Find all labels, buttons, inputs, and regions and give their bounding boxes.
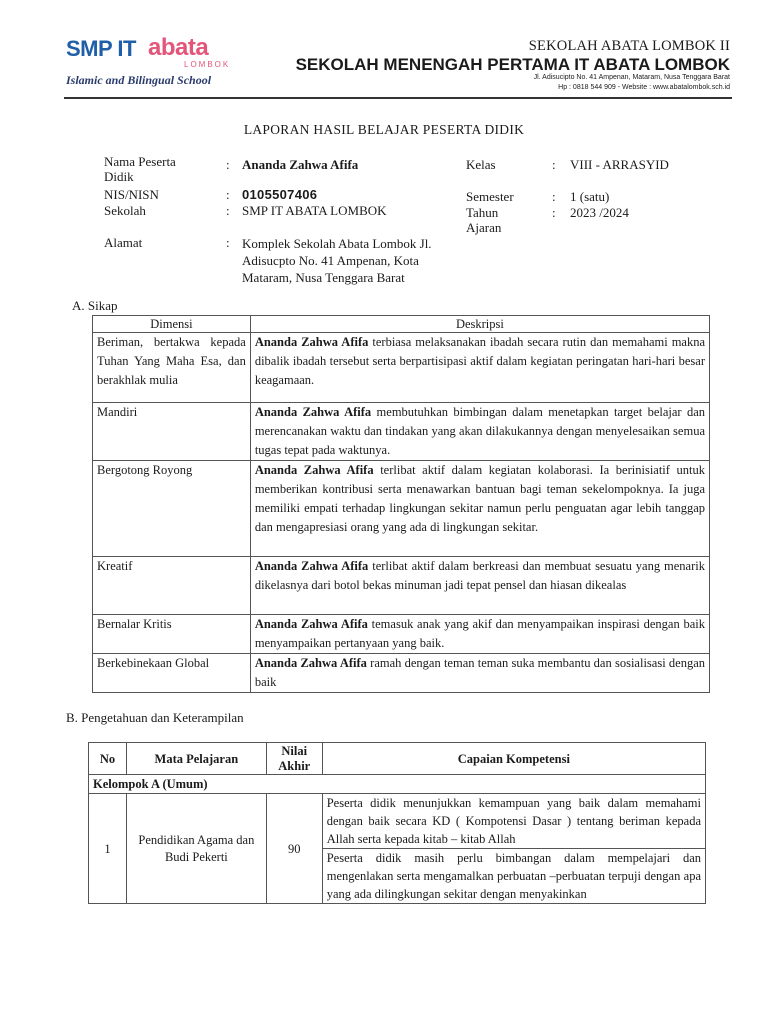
student-name: Ananda Zahwa Afifa — [254, 656, 367, 670]
address-colon: : — [226, 235, 230, 250]
school-label: Sekolah — [104, 203, 146, 218]
table-row — [93, 557, 710, 615]
table-row — [93, 615, 710, 654]
semester-colon: : — [552, 189, 556, 204]
description-text: terbiasa melaksanakan ibadah secara rutin dan memahami makna dibalik ibadah tersebut serta berpartisipasi aktif dalam kegiatan peringatan hari-hari besar keagamaan. — [254, 335, 706, 387]
attitude-table — [92, 315, 710, 693]
description-text: ramah dengan teman teman suka membantu dan sosialisasi dengan baik — [254, 656, 706, 689]
header-divider — [64, 97, 732, 99]
dimension-cell: Mandiri — [93, 403, 251, 461]
school-colon: : — [226, 203, 230, 218]
dimension-cell: Beriman, bertakwa kepada Tuhan Yang Maha Esa, dan berakhlak mulia — [93, 333, 251, 403]
logo-lombok-text: LOMBOK — [184, 60, 231, 69]
class-label: Kelas — [466, 157, 496, 172]
table-row — [89, 794, 706, 849]
description-text: terlibat aktif dalam kegiatan kolaborasi. Ia berinisiatif untuk memberikan kontribusi serta menawarkan bantuan bagi teman sekelompoknya. Ia juga memiliki empati terhadap lingkungan sekitar namun perlu penguatan agar lebih tanggap dan mengapresiasi orang yang ada di lingkungan sekitar. — [254, 463, 706, 534]
school-value: SMP IT ABATA LOMBOK — [242, 203, 387, 218]
name-value: Ananda Zahwa Afifa — [242, 157, 359, 172]
class-value: VIII - ARRASYID — [570, 157, 669, 172]
year-label: Tahun Ajaran — [466, 205, 502, 235]
description-cell — [250, 654, 709, 693]
col-competency: Capaian Kompetensi — [322, 743, 705, 775]
student-name: Ananda Zahwa Afifa — [254, 335, 369, 349]
school-contact: Hp : 0818 544 909 - Website : www.abatalombok.sch.id — [558, 84, 730, 91]
semester-label: Semester — [466, 189, 514, 204]
nis-value: 0105507406 — [242, 187, 318, 202]
logo-tagline: Islamic and Bilingual School — [66, 73, 212, 87]
row-no: 1 — [89, 794, 127, 904]
logo-smp-text: SMP IT — [66, 36, 136, 61]
description-text: membutuhkan bimbingan dalam menetapkan target belajar dan merencanakan waktu dan tindakan yang akan dilakukannya dengan menyelesaikan semua tugas tepat pada waktunya. — [254, 405, 705, 457]
description-cell — [250, 615, 709, 654]
address-label: Alamat — [104, 235, 143, 250]
student-name: Ananda Zahwa Afifa — [254, 463, 374, 477]
table-row — [93, 403, 710, 461]
table-row — [93, 333, 710, 403]
year-value: 2023 /2024 — [570, 205, 629, 220]
dimension-cell: Bernalar Kritis — [93, 615, 251, 654]
document-title: LAPORAN HASIL BELAJAR PESERTA DIDIK — [243, 122, 525, 137]
class-colon: : — [552, 157, 556, 172]
knowledge-table — [88, 742, 706, 904]
description-cell — [250, 461, 709, 557]
address-value: Komplek Sekolah Abata Lombok Jl. Adisucpto No. 41 Ampenan, Kota Mataram, Nusa Tenggara Barat — [242, 236, 432, 285]
col-description: Deskripsi — [250, 316, 709, 333]
student-name: Ananda Zahwa Afifa — [254, 617, 368, 631]
table-row — [93, 461, 710, 557]
semester-value: 1 (satu) — [570, 189, 610, 204]
group-row — [89, 775, 706, 794]
dimension-cell: Berkebinekaan Global — [93, 654, 251, 693]
nis-colon: : — [226, 187, 230, 202]
school-name: SEKOLAH MENENGAH PERTAMA IT ABATA LOMBOK — [295, 55, 730, 74]
description-cell — [250, 333, 709, 403]
school-line: SEKOLAH ABATA LOMBOK II — [528, 38, 730, 54]
col-score: Nilai Akhir — [266, 743, 322, 775]
row-score: 90 — [266, 794, 322, 904]
dimension-cell: Bergotong Royong — [93, 461, 251, 557]
col-subject: Mata Pelajaran — [126, 743, 266, 775]
section-a-heading: A. Sikap — [72, 298, 118, 313]
description-cell — [250, 403, 709, 461]
name-colon: : — [226, 157, 230, 172]
description-cell — [250, 557, 709, 615]
year-colon: : — [552, 205, 556, 220]
knowledge-table-header — [89, 743, 706, 775]
dimension-cell: Kreatif — [93, 557, 251, 615]
school-address: Jl. Adisucipto No. 41 Ampenan, Mataram, Nusa Tenggara Barat — [533, 74, 730, 81]
description-text: terlibat aktif dalam berkreasi dan membuat sesuatu yang menarik dikelasnya dari botol bekas minuman jadi tepat pensel dan hiasan dikealas — [254, 559, 705, 592]
student-name: Ananda Zahwa Afifa — [254, 559, 369, 573]
name-label: Nama Peserta Didik — [104, 154, 176, 184]
row-subject: Pendidikan Agama dan Budi Pekerti — [126, 794, 266, 904]
col-no: No — [89, 743, 127, 775]
table-row — [93, 654, 710, 693]
competency-cell: Peserta didik menunjukkan kemampuan yang baik dalam memahami dengan baik secara KD ( Kompotensi Dasar ) tentang beriman kepada Allah serta kepada kitab – kitab Allah — [322, 794, 705, 849]
logo-abata-text: abata — [148, 34, 209, 61]
col-dimension: Dimensi — [93, 316, 251, 333]
description-text: temasuk anak yang akif dan menyampaikan inspirasi dengan baik menyampaikan pertanyaan yang baik. — [254, 617, 705, 650]
competency-cell: Peserta didik masih perlu bimbangan dalam mempelajari dan mengenlakan serta mengamalkan perbuatan –perbuatan terpuji dengan apa yang ada dilingkungan sekitar dengan menyakinkan — [322, 849, 705, 904]
student-name: Ananda Zahwa Afifa — [254, 405, 372, 419]
group-label: Kelompok A (Umum) — [89, 775, 706, 794]
nis-label: NIS/NISN — [104, 187, 159, 202]
section-b-heading: B. Pengetahuan dan Keterampilan — [66, 710, 244, 725]
attitude-table-header — [93, 316, 710, 333]
